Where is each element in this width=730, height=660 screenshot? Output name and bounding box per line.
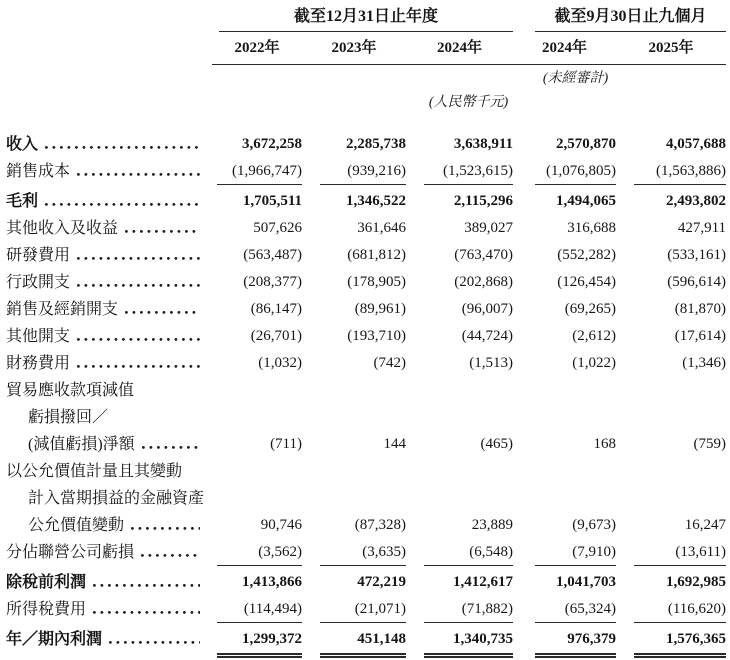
row-label: [6, 155, 212, 182]
dot-leader: [125, 230, 200, 233]
cell-value: (208,377): [243, 274, 302, 290]
dot-leader: [131, 527, 200, 530]
dot-leader: [93, 611, 200, 614]
column-group-annual: [212, 6, 513, 32]
cell-value: (17,614): [674, 328, 727, 344]
cell-value: (86,147): [250, 301, 302, 317]
cell-value: (7,910): [513, 536, 616, 566]
currency-unit-note: (人民幣千元): [428, 95, 509, 110]
cell-value: [212, 401, 302, 428]
cell-value: [513, 455, 616, 482]
table-row: [6, 185, 726, 212]
cell-value: 1,299,372: [212, 623, 302, 658]
cell-value: (26,701): [250, 328, 302, 344]
dot-leader: [77, 338, 200, 341]
cell-value: [406, 374, 513, 401]
year-header-2023: 2023年: [302, 32, 406, 65]
cell-value: (21,071): [302, 593, 406, 623]
row-label-text: 收入: [6, 136, 39, 153]
cell-value: 1,494,065: [556, 193, 617, 209]
cell-value: 427,911: [677, 220, 727, 236]
cell-value: (1,563,886): [616, 155, 726, 185]
empty-cell: [616, 65, 726, 88]
cell-value: (3,635): [302, 536, 406, 566]
cell-value: 1,340,735: [406, 623, 513, 658]
empty-cell: [6, 65, 513, 88]
cell-value: 144: [383, 436, 406, 452]
column-group-annual-title: 截至12月31日止年度: [219, 6, 513, 32]
cell-value: 451,148: [302, 623, 406, 658]
table-row: [6, 428, 726, 455]
cell-value: 23,889: [471, 517, 514, 533]
row-label-text: 以公允價值計量且其變動: [6, 463, 183, 480]
cell-value: [212, 482, 302, 509]
year-header-row: [6, 32, 726, 65]
table-row: [6, 623, 726, 658]
row-label-text: 公允價值變動: [28, 517, 125, 534]
cell-value: (87,328): [354, 517, 406, 533]
cell-value: (563,487): [243, 247, 302, 263]
cell-value: 1,413,866: [242, 574, 302, 590]
cell-value: [302, 401, 406, 428]
cell-value: (13,611): [616, 536, 726, 566]
cell-value: [616, 455, 726, 482]
cell-value: [302, 455, 406, 482]
row-label: [6, 455, 212, 482]
cell-value: (96,007): [461, 301, 514, 317]
row-label-text: 貿易應收款項減值: [6, 382, 135, 399]
cell-value: (1,346): [682, 355, 727, 371]
row-label: [6, 185, 212, 212]
cell-value: [513, 482, 616, 509]
cell-value: (9,673): [572, 517, 617, 533]
cell-value: [302, 374, 406, 401]
cell-value: 472,219: [357, 574, 406, 590]
cell-value: [616, 482, 726, 509]
year-header-2024-interim: 2024年: [513, 32, 616, 65]
dot-leader: [77, 173, 200, 176]
cell-value: [406, 455, 513, 482]
cell-value: (178,905): [347, 274, 406, 290]
row-label: [6, 212, 212, 239]
cell-value: 1,041,703: [556, 574, 617, 590]
cell-value: (81,870): [674, 301, 727, 317]
cell-value: 1,692,985: [666, 574, 727, 590]
cell-value: (1,076,805): [513, 155, 616, 185]
dot-leader: [45, 146, 200, 149]
cell-value: 389,027: [464, 220, 514, 236]
row-label-text: 其他開支: [6, 328, 71, 345]
table-row: [6, 239, 726, 266]
row-label: [6, 401, 212, 428]
cell-value: 1,346,522: [346, 193, 406, 209]
cell-value: (939,216): [302, 155, 406, 185]
column-group-interim: [513, 6, 726, 32]
cell-value: [302, 482, 406, 509]
cell-value: (596,614): [667, 274, 727, 290]
table-row: [6, 536, 726, 566]
row-label: [6, 293, 212, 320]
cell-value: (1,966,747): [212, 155, 302, 185]
cell-value: (533,161): [667, 247, 727, 263]
cell-value: 90,746: [260, 517, 302, 533]
cell-value: 2,115,296: [453, 193, 514, 209]
dot-leader: [45, 203, 200, 206]
row-label-text: 年／期內利潤: [6, 631, 103, 648]
dot-leader: [142, 446, 200, 449]
row-label: [6, 239, 212, 266]
cell-value: [406, 401, 513, 428]
table-row: [6, 455, 726, 482]
table-row: [6, 566, 726, 593]
dot-leader: [93, 584, 200, 587]
row-label-text: (減值虧損)淨額: [28, 436, 135, 453]
cell-value: (89,961): [354, 301, 406, 317]
row-label: [6, 566, 212, 593]
year-header-2025-interim: 2025年: [616, 32, 726, 65]
row-label: [6, 536, 212, 563]
row-label-text: 行政開支: [6, 274, 71, 291]
row-label-text: 銷售及經銷開支: [6, 301, 119, 318]
row-label-text: 分佔聯營公司虧損: [6, 544, 135, 561]
cell-value: 507,626: [253, 220, 302, 236]
cell-value: (759): [693, 436, 727, 452]
cell-value: (552,282): [557, 247, 617, 263]
cell-value: (71,882): [406, 593, 513, 623]
table-body: [6, 112, 726, 658]
cell-value: [212, 455, 302, 482]
row-label: [6, 593, 212, 620]
cell-value: [616, 374, 726, 401]
table-row: [6, 593, 726, 623]
row-label: [6, 509, 212, 536]
row-label: [6, 428, 212, 455]
cell-value: (1,523,615): [406, 155, 513, 185]
row-label-text: 計入當期損益的金融資產: [28, 490, 205, 507]
cell-value: 1,412,617: [453, 574, 514, 590]
row-label-text: 銷售成本: [6, 163, 71, 180]
cell-value: (763,470): [454, 247, 514, 263]
cell-value: (1,513): [469, 355, 514, 371]
cell-value: [616, 401, 726, 428]
cell-value: 361,646: [357, 220, 406, 236]
row-label: [6, 320, 212, 347]
cell-value: (3,562): [212, 536, 302, 566]
row-label-text: 毛利: [6, 193, 39, 210]
dot-leader: [77, 257, 200, 260]
row-label: [6, 374, 212, 401]
row-label-text: 財務費用: [6, 355, 71, 372]
cell-value: [212, 374, 302, 401]
cell-value: 2,493,802: [666, 193, 727, 209]
table-row: [6, 374, 726, 401]
row-label: [6, 266, 212, 293]
cell-value: 2,570,870: [556, 136, 617, 152]
cell-value: (711): [270, 436, 302, 452]
empty-cell: [6, 32, 212, 65]
year-header-2022: 2022年: [212, 32, 302, 65]
cell-value: [513, 401, 616, 428]
dot-leader: [77, 284, 200, 287]
income-statement-table: [6, 6, 726, 658]
cell-value: 976,379: [513, 623, 616, 658]
table-row: [6, 401, 726, 428]
table-row: [6, 112, 726, 155]
cell-value: (114,494): [212, 593, 302, 623]
unaudited-note-row: [6, 65, 726, 88]
empty-cell: [6, 88, 406, 112]
row-label-text: 虧損撥回／: [28, 409, 109, 426]
row-label: [6, 347, 212, 374]
column-group-row: [6, 6, 726, 32]
cell-value: 3,672,258: [242, 136, 302, 152]
cell-value: 1,705,511: [242, 193, 302, 209]
table-row: [6, 266, 726, 293]
cell-value: (465): [480, 436, 514, 452]
row-label-text: 其他收入及收益: [6, 220, 119, 237]
row-label-text: 所得稅費用: [6, 601, 87, 618]
cell-value: (681,812): [347, 247, 406, 263]
row-label: [6, 623, 212, 650]
cell-value: (202,868): [454, 274, 514, 290]
dot-leader: [77, 365, 200, 368]
row-label-text: 研發費用: [6, 247, 71, 264]
dot-leader: [141, 554, 200, 557]
cell-value: (69,265): [564, 301, 617, 317]
table-row: [6, 293, 726, 320]
cell-value: (2,612): [572, 328, 617, 344]
table-row: [6, 320, 726, 347]
table-row: [6, 155, 726, 185]
cell-value: 16,247: [684, 517, 727, 533]
cell-value: 1,576,365: [616, 623, 726, 658]
table-row: [6, 482, 726, 509]
cell-value: 4,057,688: [666, 136, 727, 152]
empty-cell: [513, 88, 726, 112]
year-header-2024: 2024年: [406, 32, 513, 65]
cell-value: (193,710): [347, 328, 406, 344]
cell-value: [513, 374, 616, 401]
cell-value: (65,324): [513, 593, 616, 623]
cell-value: 168: [593, 436, 617, 452]
row-label-text: 除稅前利潤: [6, 574, 87, 591]
currency-note-row: [6, 88, 726, 112]
cell-value: (44,724): [461, 328, 514, 344]
table-row: [6, 509, 726, 536]
row-label: [6, 482, 212, 509]
column-group-interim-title: 截至9月30日止九個月: [535, 6, 726, 32]
cell-value: (6,548): [406, 536, 513, 566]
table-row: [6, 347, 726, 374]
cell-value: (116,620): [616, 593, 726, 623]
cell-value: (1,032): [258, 355, 302, 371]
cell-value: 3,638,911: [453, 136, 514, 152]
cell-value: (742): [373, 355, 406, 371]
dot-leader: [109, 641, 200, 644]
row-label: [6, 112, 212, 155]
dot-leader: [125, 311, 200, 314]
cell-value: (126,454): [557, 274, 617, 290]
cell-value: 2,285,738: [346, 136, 406, 152]
cell-value: (1,022): [572, 355, 617, 371]
cell-value: 316,688: [567, 220, 617, 236]
table-row: [6, 212, 726, 239]
corner-cell: [6, 6, 212, 32]
unaudited-note: (未經審計): [542, 71, 609, 86]
cell-value: [406, 482, 513, 509]
